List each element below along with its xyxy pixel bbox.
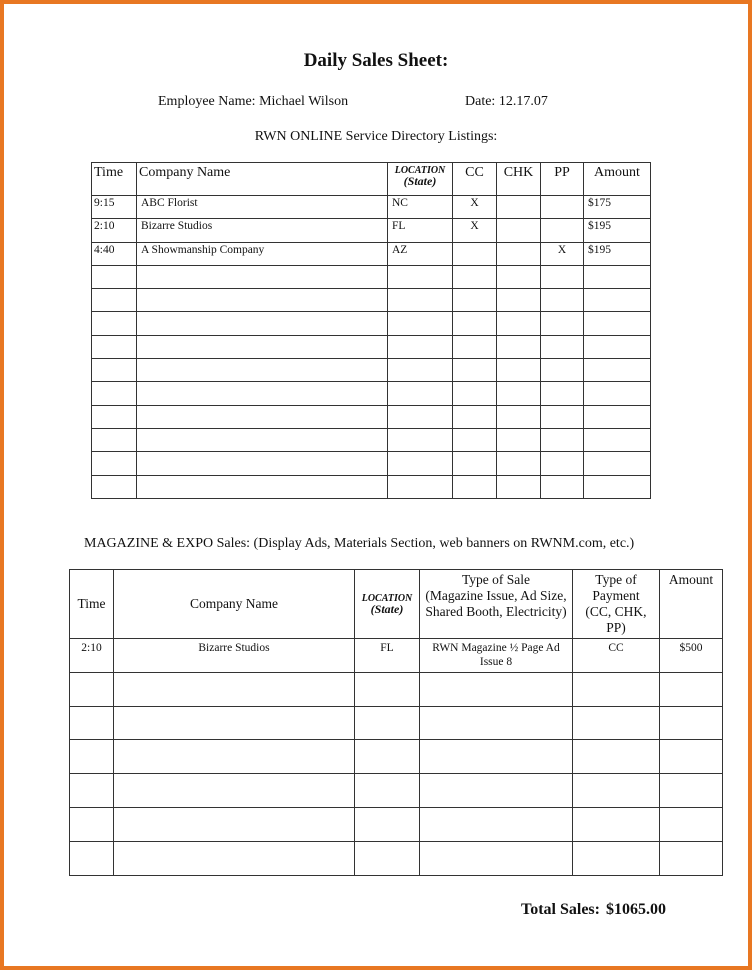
cc-cell — [453, 242, 497, 265]
location-label: LOCATION — [394, 165, 446, 176]
location-cell — [388, 265, 453, 288]
company-cell — [137, 382, 388, 405]
time-cell — [92, 382, 137, 405]
company-cell: ABC Florist — [137, 196, 388, 219]
location-cell — [388, 382, 453, 405]
chk-cell — [497, 475, 541, 498]
chk-cell — [497, 382, 541, 405]
table-row — [70, 740, 723, 774]
location-cell: FL — [388, 219, 453, 242]
pp-cell — [541, 452, 584, 475]
company-cell — [114, 672, 355, 706]
amount-cell: $500 — [660, 639, 723, 673]
cc-cell — [453, 452, 497, 475]
total-label: Total Sales: — [521, 901, 600, 918]
company-cell: Bizarre Studios — [114, 639, 355, 673]
table-row — [70, 841, 723, 875]
pp-cell — [541, 405, 584, 428]
pp-cell — [541, 335, 584, 358]
payment-cell — [573, 774, 660, 808]
company-cell — [137, 265, 388, 288]
col-location-header — [388, 163, 453, 196]
type-title: Type of Sale — [461, 572, 531, 587]
time-cell — [92, 335, 137, 358]
company-cell — [114, 841, 355, 875]
chk-cell — [497, 289, 541, 312]
time-cell: 2:10 — [70, 639, 114, 673]
location-cell — [388, 428, 453, 451]
location-cell: AZ — [388, 242, 453, 265]
total-value: $1065.00 — [605, 901, 666, 918]
col-pp-header: PP — [541, 163, 584, 196]
time-cell — [92, 312, 137, 335]
col-time-header: Time — [92, 163, 137, 196]
magazine-sales-table — [69, 569, 723, 876]
state-label: (State) — [370, 602, 404, 616]
amount-cell — [584, 475, 651, 498]
company-cell — [137, 289, 388, 312]
table-row — [70, 672, 723, 706]
company-cell — [137, 475, 388, 498]
chk-cell — [497, 242, 541, 265]
cc-cell — [453, 405, 497, 428]
cc-cell — [453, 265, 497, 288]
pp-cell — [541, 428, 584, 451]
pp-cell — [541, 359, 584, 382]
amount-cell: $175 — [584, 196, 651, 219]
chk-cell — [497, 452, 541, 475]
cc-cell — [453, 312, 497, 335]
company-cell: A Showmanship Company — [137, 242, 388, 265]
table-row — [70, 774, 723, 808]
type-line: RWN Magazine ½ Page Ad — [432, 642, 560, 654]
chk-cell — [497, 196, 541, 219]
chk-cell — [497, 428, 541, 451]
location-cell — [388, 289, 453, 312]
type-cell — [420, 807, 573, 841]
amount-cell — [584, 428, 651, 451]
col-company-header: Company Name — [137, 163, 388, 196]
amount-cell — [660, 841, 723, 875]
location-cell — [388, 359, 453, 382]
time-cell — [92, 428, 137, 451]
time-cell — [70, 706, 114, 740]
company-cell: Bizarre Studios — [137, 219, 388, 242]
type-cell — [420, 774, 573, 808]
type-cell — [420, 639, 573, 673]
cc-cell — [453, 475, 497, 498]
table-row — [92, 405, 651, 428]
time-cell: 9:15 — [92, 196, 137, 219]
date-line — [465, 94, 548, 110]
date-label: Date: — [465, 94, 496, 109]
col-cc-header: CC — [453, 163, 497, 196]
col-chk-header: CHK — [497, 163, 541, 196]
state-label: (State) — [403, 174, 437, 188]
table-row — [70, 639, 723, 673]
location-cell — [355, 774, 420, 808]
type-cell — [420, 841, 573, 875]
col-time-header: Time — [70, 570, 114, 639]
type-line: Issue 8 — [479, 656, 513, 668]
pp-cell — [541, 265, 584, 288]
location-cell: FL — [355, 639, 420, 673]
table-row — [70, 807, 723, 841]
location-cell — [388, 475, 453, 498]
type-cell — [420, 706, 573, 740]
amount-cell — [660, 807, 723, 841]
magazine-header-row — [70, 570, 723, 639]
table-row — [92, 475, 651, 498]
table-row — [92, 289, 651, 312]
location-cell — [388, 335, 453, 358]
type-cell — [420, 740, 573, 774]
amount-cell — [660, 706, 723, 740]
location-cell — [388, 452, 453, 475]
amount-cell — [584, 289, 651, 312]
table-row — [92, 359, 651, 382]
table-row — [92, 335, 651, 358]
amount-cell — [584, 452, 651, 475]
location-cell — [388, 312, 453, 335]
location-cell — [355, 841, 420, 875]
time-cell — [70, 740, 114, 774]
time-cell — [92, 405, 137, 428]
table-row — [92, 452, 651, 475]
cc-cell — [453, 428, 497, 451]
payment-cell: CC — [573, 639, 660, 673]
payment-cell — [573, 841, 660, 875]
col-type-header — [420, 570, 573, 639]
amount-cell — [584, 265, 651, 288]
time-cell: 2:10 — [92, 219, 137, 242]
company-cell — [137, 452, 388, 475]
cc-cell — [453, 359, 497, 382]
company-cell — [137, 359, 388, 382]
employee-name: Michael Wilson — [259, 94, 349, 109]
amount-cell — [660, 740, 723, 774]
time-cell — [70, 807, 114, 841]
location-cell — [355, 807, 420, 841]
time-cell — [92, 359, 137, 382]
col-amount-header: Amount — [584, 163, 651, 196]
pp-cell — [541, 196, 584, 219]
location-label: LOCATION — [361, 593, 413, 604]
type-subtitle: (Magazine Issue, Ad Size, Shared Booth, Electricity) — [425, 588, 567, 619]
table-row — [92, 219, 651, 242]
location-cell — [355, 706, 420, 740]
company-cell — [114, 740, 355, 774]
payment-cell — [573, 706, 660, 740]
online-section-title: RWN ONLINE Service Directory Listings: — [254, 129, 498, 144]
time-cell — [92, 265, 137, 288]
cc-cell — [453, 289, 497, 312]
location-cell: NC — [388, 196, 453, 219]
amount-cell — [584, 405, 651, 428]
table-row — [92, 265, 651, 288]
company-cell — [137, 312, 388, 335]
company-cell — [114, 807, 355, 841]
magazine-section-title: MAGAZINE & EXPO Sales: (Display Ads, Materials Section, web banners on RWNM.com, etc.) — [84, 536, 635, 551]
total-sales — [515, 901, 666, 919]
type-cell — [420, 672, 573, 706]
col-company-header: Company Name — [114, 570, 355, 639]
payment-title: Type of Payment — [592, 572, 640, 603]
cc-cell — [453, 335, 497, 358]
cc-cell — [453, 382, 497, 405]
company-cell — [114, 774, 355, 808]
online-header-row — [92, 163, 651, 196]
payment-cell — [573, 740, 660, 774]
pp-cell — [541, 382, 584, 405]
chk-cell — [497, 359, 541, 382]
payment-cell — [573, 672, 660, 706]
company-cell — [114, 706, 355, 740]
location-cell — [355, 740, 420, 774]
chk-cell — [497, 219, 541, 242]
payment-cell — [573, 807, 660, 841]
table-row — [92, 312, 651, 335]
col-location-header — [355, 570, 420, 639]
pp-cell — [541, 475, 584, 498]
table-row — [92, 196, 651, 219]
cc-cell: X — [453, 196, 497, 219]
time-cell — [92, 452, 137, 475]
time-cell: 4:40 — [92, 242, 137, 265]
cc-cell: X — [453, 219, 497, 242]
time-cell — [70, 841, 114, 875]
col-payment-header — [573, 570, 660, 639]
pp-cell — [541, 312, 584, 335]
amount-cell — [584, 312, 651, 335]
pp-cell — [541, 219, 584, 242]
date-value: 12.17.07 — [498, 94, 548, 109]
location-cell — [388, 405, 453, 428]
col-amount-header: Amount — [660, 570, 723, 639]
employee-line — [158, 94, 348, 110]
amount-cell: $195 — [584, 242, 651, 265]
amount-cell — [584, 382, 651, 405]
chk-cell — [497, 335, 541, 358]
pp-cell: X — [541, 242, 584, 265]
payment-subtitle: (CC, CHK, PP) — [585, 604, 647, 635]
company-cell — [137, 428, 388, 451]
page-title: Daily Sales Sheet: — [303, 50, 449, 71]
table-row — [92, 242, 651, 265]
location-cell — [355, 672, 420, 706]
amount-cell: $195 — [584, 219, 651, 242]
table-row — [92, 428, 651, 451]
time-cell — [92, 475, 137, 498]
table-row — [92, 382, 651, 405]
time-cell — [70, 672, 114, 706]
time-cell — [70, 774, 114, 808]
time-cell — [92, 289, 137, 312]
company-cell — [137, 405, 388, 428]
company-cell — [137, 335, 388, 358]
amount-cell — [660, 672, 723, 706]
amount-cell — [584, 335, 651, 358]
amount-cell — [584, 359, 651, 382]
chk-cell — [497, 405, 541, 428]
chk-cell — [497, 265, 541, 288]
chk-cell — [497, 312, 541, 335]
amount-cell — [660, 774, 723, 808]
online-listings-table — [91, 162, 651, 499]
table-row — [70, 706, 723, 740]
pp-cell — [541, 289, 584, 312]
employee-label: Employee Name: — [158, 94, 256, 109]
